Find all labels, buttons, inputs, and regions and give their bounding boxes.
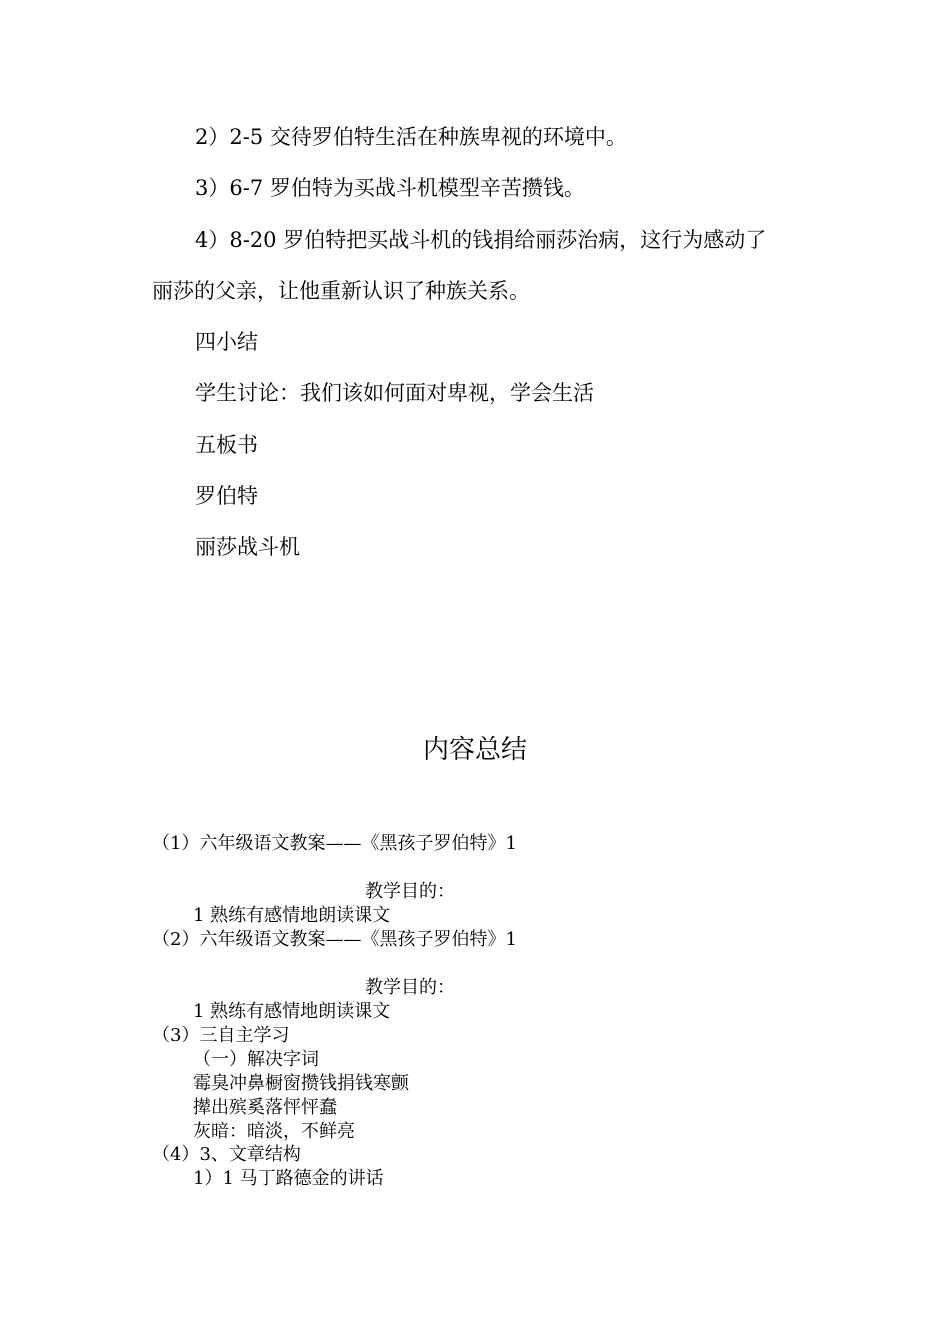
summary-item-4-sub-1: 1）1 马丁路德金的讲话 <box>193 1168 384 1189</box>
paragraph-structure-4: 4）8-20 罗伯特把买战斗机的钱捐给丽莎治病，这行为感动了 <box>195 228 767 252</box>
paragraph-structure-4-continued: 丽莎的父亲，让他重新认识了种族关系。 <box>152 279 530 303</box>
summary-item-2-detail: 1 熟练有感情地朗读课文 <box>193 1001 391 1022</box>
blackboard-item-robert: 罗伯特 <box>195 484 258 508</box>
summary-item-2-objective: 教学目的： <box>365 977 455 998</box>
paragraph-structure-3: 3）6-7 罗伯特为买战斗机模型辛苦攒钱。 <box>195 176 585 200</box>
summary-item-1-objective: 教学目的： <box>365 881 455 902</box>
section-heading-blackboard: 五板书 <box>195 433 258 457</box>
summary-item-4: （4）3、文章结构 <box>152 1144 301 1165</box>
summary-item-3-sub-1: （一）解决字词 <box>193 1049 319 1070</box>
summary-item-1: （1）六年级语文教案——《黑孩子罗伯特》1 <box>152 833 517 854</box>
summary-item-1-detail: 1 熟练有感情地朗读课文 <box>193 905 391 926</box>
summary-item-3-sub-4: 灰暗：暗淡，不鲜亮 <box>193 1121 355 1142</box>
summary-item-3-sub-2: 霉臭冲鼻橱窗攒钱捐钱寒颤 <box>193 1073 409 1094</box>
paragraph-discussion: 学生讨论：我们该如何面对卑视，学会生活 <box>195 381 594 405</box>
summary-title: 内容总结 <box>422 735 527 765</box>
summary-item-3-sub-3: 撵出殡奚落怦怦蠢 <box>193 1097 337 1118</box>
blackboard-item-lisa-fighter: 丽莎战斗机 <box>195 535 300 559</box>
paragraph-structure-2: 2）2-5 交待罗伯特生活在种族卑视的环境中。 <box>195 125 627 149</box>
section-heading-summary: 四小结 <box>195 330 258 354</box>
summary-item-3: （3）三自主学习 <box>152 1025 290 1046</box>
summary-item-2: （2）六年级语文教案——《黑孩子罗伯特》1 <box>152 929 517 950</box>
